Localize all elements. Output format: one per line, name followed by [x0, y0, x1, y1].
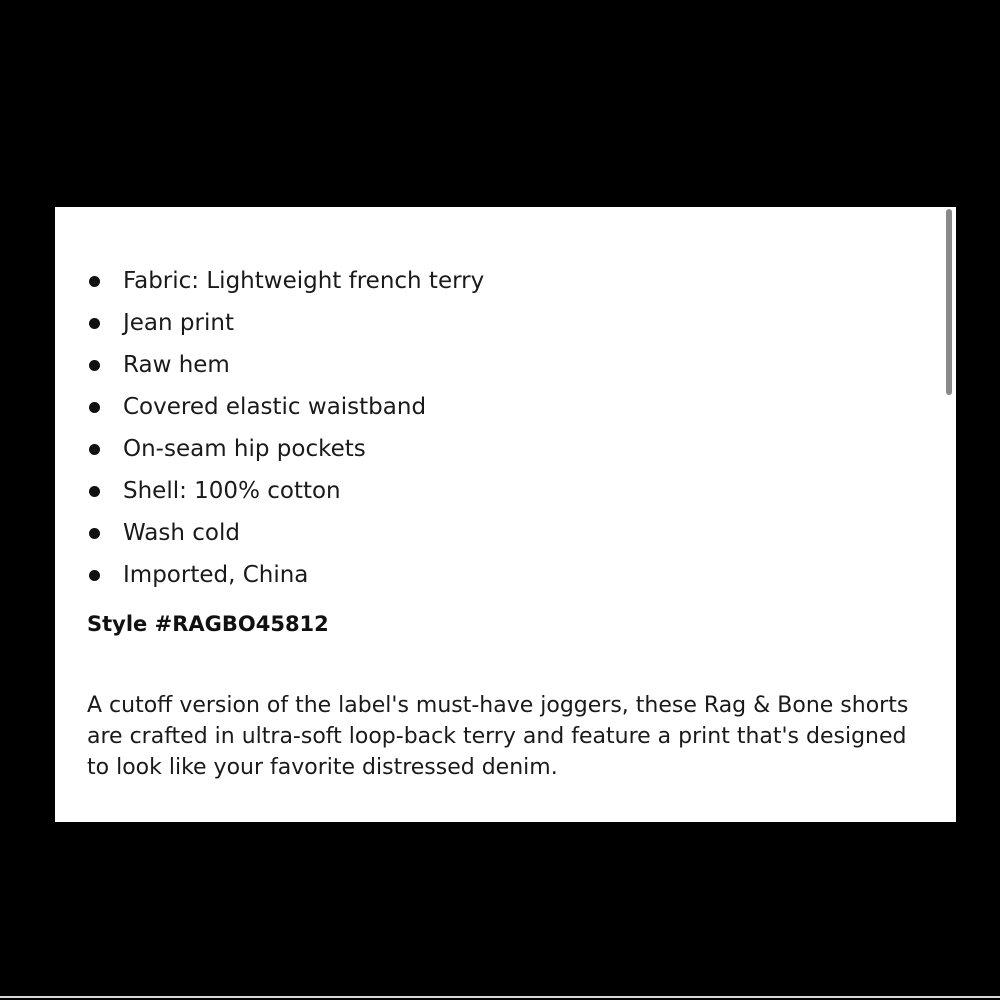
bullet-icon — [89, 444, 100, 455]
product-details-panel — [55, 207, 956, 822]
bullet-icon — [89, 402, 100, 413]
product-description: A cutoff version of the label's must-have joggers, these Rag & Bone shorts are crafted in ultra-soft loop-back terry and feature a print that's designed to look like your favorite distressed denim. — [87, 693, 909, 780]
bullet-icon — [89, 318, 100, 329]
feature-text: Fabric: Lightweight french terry — [123, 268, 485, 294]
list-item — [88, 512, 908, 554]
list-item — [88, 344, 908, 386]
scrollbar-thumb[interactable] — [946, 209, 952, 395]
style-number: Style #RAGBO45812 — [87, 612, 329, 636]
bullet-icon — [89, 570, 100, 581]
feature-text: Wash cold — [123, 520, 240, 546]
bullet-icon — [89, 528, 100, 539]
list-item — [88, 428, 908, 470]
bullet-icon — [89, 486, 100, 497]
list-item — [88, 470, 908, 512]
list-item — [88, 260, 908, 302]
feature-text: Imported, China — [123, 562, 309, 588]
feature-text: Raw hem — [123, 352, 230, 378]
bullet-icon — [89, 276, 100, 287]
list-item — [88, 386, 908, 428]
bullet-icon — [89, 360, 100, 371]
feature-text: Shell: 100% cotton — [123, 478, 341, 504]
divider — [0, 996, 1000, 998]
list-item — [88, 302, 908, 344]
feature-list — [88, 260, 908, 596]
scrollbar[interactable] — [946, 207, 952, 822]
feature-text: Jean print — [123, 310, 234, 336]
feature-text: Covered elastic waistband — [123, 394, 427, 420]
feature-text: On-seam hip pockets — [123, 436, 366, 462]
list-item — [88, 554, 908, 596]
